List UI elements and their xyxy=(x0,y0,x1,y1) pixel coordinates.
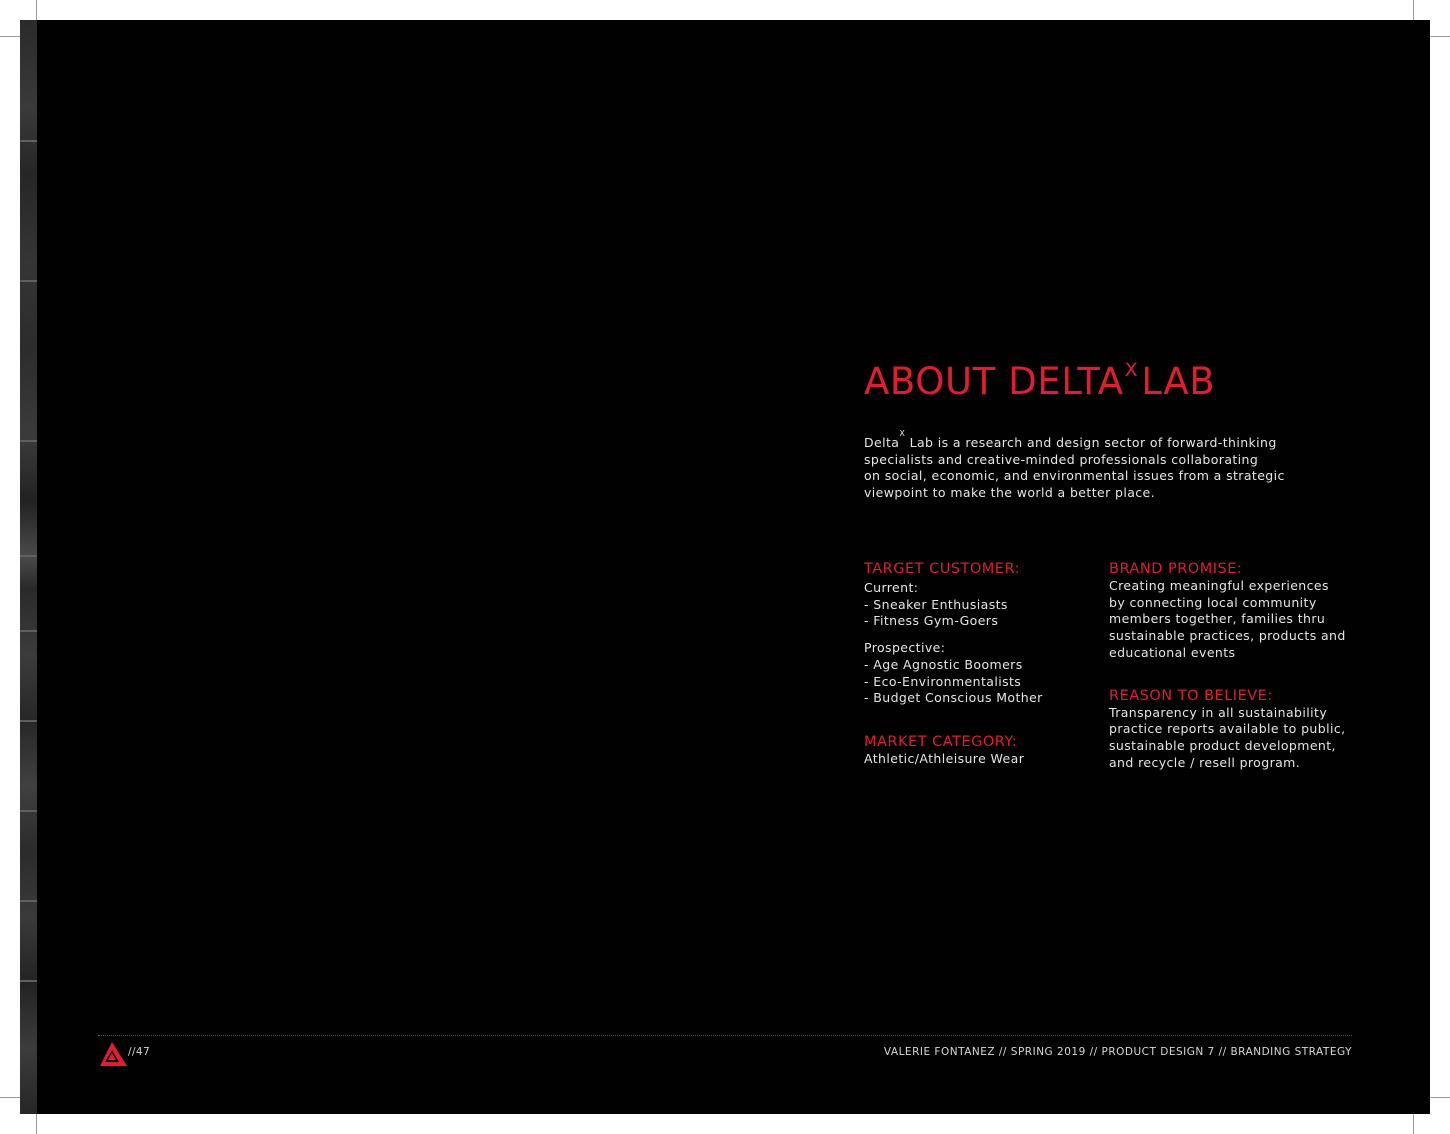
brand-promise-line: by connecting local community xyxy=(1109,594,1317,610)
market-category-value: Athletic/Athleisure Wear xyxy=(864,750,1025,766)
reason-to-believe-line: sustainable product development, xyxy=(1109,737,1336,753)
brand-promise-heading: BRAND PROMISE: xyxy=(1109,561,1243,577)
page-title: ABOUT $DELTA^XLAB$ xyxy=(864,359,1216,403)
list-item: - Fitness Gym-Goers xyxy=(864,613,999,629)
brand-promise-line: Creating meaningful experiences xyxy=(1109,578,1329,593)
footer-credits: VALERIE FONTANEZ // SPRING 2019 // PRODUCT DESIGN 7 // BRANDING STRATEGY xyxy=(883,1046,1352,1058)
page-edge-bleed xyxy=(20,20,37,1114)
brand-promise-line: sustainable practices, products and xyxy=(1109,628,1346,644)
page-number: //47 xyxy=(128,1046,151,1058)
crop-mark xyxy=(1413,1112,1414,1134)
brand-promise-block xyxy=(1109,560,1359,662)
crop-mark xyxy=(0,1097,22,1098)
crop-mark xyxy=(1428,36,1450,37)
crop-mark xyxy=(1428,1097,1450,1098)
list-item: - Eco-Environmentalists xyxy=(864,673,1022,689)
list-item: - Age Agnostic Boomers xyxy=(864,656,1023,672)
left-column xyxy=(864,560,1114,768)
market-category-block xyxy=(864,733,1114,768)
intro-paragraph: Delta$^X$ Lab is a research and design sector of forward-thinking specialists and creative-minded professionals collaborating on social, economic, and environmental issues from a strategic viewpoint to make the world a better place. xyxy=(864,429,1285,501)
crop-mark xyxy=(36,0,37,22)
target-customer-heading: TARGET CUSTOMER: xyxy=(864,561,1020,577)
reason-to-believe-heading: REASON TO BELIEVE: xyxy=(1109,687,1273,704)
target-customer-block xyxy=(864,560,1114,707)
reason-to-believe-line: practice reports available to public, xyxy=(1109,721,1346,737)
right-column xyxy=(1109,560,1359,771)
document-page xyxy=(20,20,1430,1114)
list-item: - Sneaker Enthusiasts xyxy=(864,596,1008,612)
current-label: Current: xyxy=(864,580,919,595)
crop-mark xyxy=(36,1112,37,1134)
market-category-heading: MARKET CATEGORY: xyxy=(864,733,1018,750)
crop-mark xyxy=(0,36,22,37)
list-item: - Budget Conscious Mother xyxy=(864,690,1043,706)
crop-mark xyxy=(1413,0,1414,22)
reason-to-believe-block xyxy=(1109,687,1359,772)
reason-to-believe-line: Transparency in all sustainability xyxy=(1109,704,1328,720)
delta-triangle-logo-icon xyxy=(100,1041,128,1067)
brand-promise-line: members together, families thru xyxy=(1109,611,1326,627)
prospective-label: Prospective: xyxy=(864,640,946,656)
reason-to-believe-line: and recycle / resell program. xyxy=(1109,754,1301,770)
footer-divider xyxy=(98,1035,1352,1036)
brand-promise-line: educational events xyxy=(1109,644,1236,660)
